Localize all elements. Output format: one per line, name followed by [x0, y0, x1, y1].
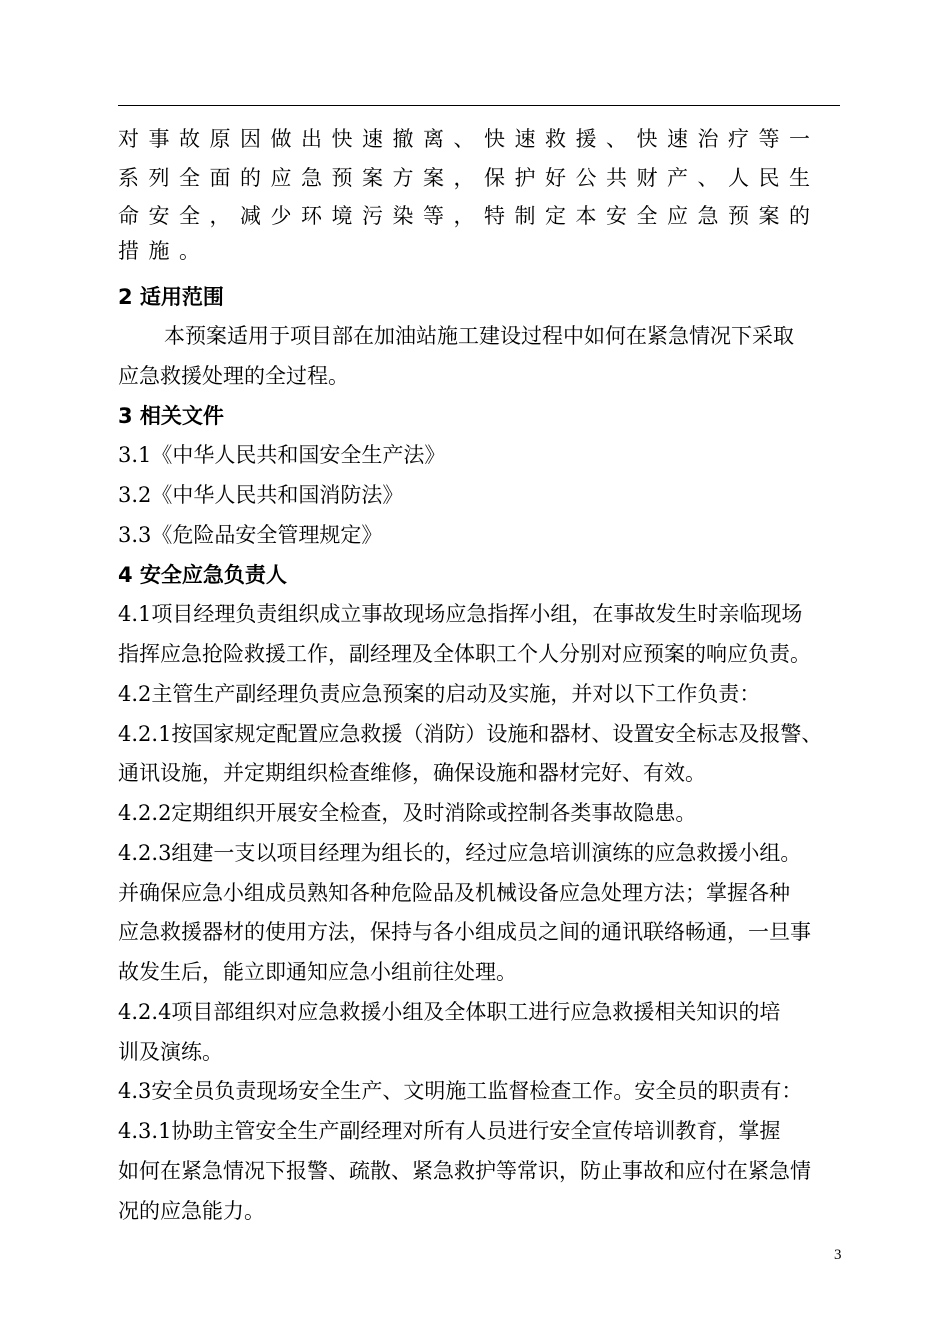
paragraph-line: 4.2.2定期组织开展安全检查，及时消除或控制各类事故隐患。 — [118, 801, 697, 825]
section-heading-scope: 2 适用范围 — [118, 285, 224, 309]
paragraph-line: 训及演练。 — [118, 1040, 223, 1064]
section-heading-responsible: 4 安全应急负责人 — [118, 563, 287, 587]
paragraph-line: 况的应急能力。 — [118, 1199, 265, 1223]
paragraph-line: 4.2主管生产副经理负责应急预案的启动及实施，并对以下工作负责： — [118, 682, 761, 706]
paragraph-line: 通讯设施，并定期组织检查维修，确保设施和器材完好、有效。 — [118, 761, 706, 785]
paragraph-line: 4.3.1协助主管安全生产副经理对所有人员进行安全宣传培训教育，掌握 — [118, 1119, 781, 1143]
section-heading-documents: 3 相关文件 — [118, 404, 224, 428]
paragraph-line: 4.2.1按国家规定配置应急救援（消防）设施和器材、设置安全标志及报警、 — [118, 722, 823, 746]
paragraph-line: 应急救援器材的使用方法，保持与各小组成员之间的通讯联络畅通，一旦事 — [118, 920, 811, 944]
paragraph-line: 4.2.4项目部组织对应急救援小组及全体职工进行应急救援相关知识的培 — [118, 1000, 781, 1024]
page-number: 3 — [834, 1247, 842, 1263]
paragraph-line: 4.3安全员负责现场安全生产、文明施工监督检查工作。安全员的职责有： — [118, 1079, 803, 1103]
paragraph-line: 故发生后，能立即通知应急小组前往处理。 — [118, 960, 517, 984]
list-item: 3.1《中华人民共和国安全生产法》 — [118, 443, 446, 467]
paragraph-line: 4.2.3组建一支以项目经理为组长的，经过应急培训演练的应急救援小组。 — [118, 841, 802, 865]
paragraph-line: 4.1项目经理负责组织成立事故现场应急指挥小组，在事故发生时亲临现场 — [118, 602, 803, 626]
paragraph-line: 指挥应急抢险救援工作，副经理及全体职工个人分别对应预案的响应负责。 — [118, 642, 811, 666]
paragraph-line: 如何在紧急情况下报警、疏散、紧急救护等常识，防止事故和应付在紧急情 — [118, 1159, 811, 1183]
paragraph-line: 命安全，减少环境污染等，特制定本安全应急预案的 — [118, 204, 820, 228]
paragraph-line: 对事故原因做出快速撤离、快速救援、快速治疗等一 — [118, 127, 820, 151]
paragraph-line: 应急救援处理的全过程。 — [118, 364, 349, 388]
paragraph-line: 本预案适用于项目部在加油站施工建设过程中如何在紧急情况下采取 — [164, 324, 794, 348]
list-item: 3.2《中华人民共和国消防法》 — [118, 483, 404, 507]
list-item: 3.3《危险品安全管理规定》 — [118, 523, 383, 547]
paragraph-line: 并确保应急小组成员熟知各种危险品及机械设备应急处理方法；掌握各种 — [118, 881, 790, 905]
header-rule — [118, 105, 840, 106]
paragraph-line: 措施。 — [118, 239, 210, 263]
paragraph-line: 系列全面的应急预案方案，保护好公共财产、人民生 — [118, 166, 820, 190]
